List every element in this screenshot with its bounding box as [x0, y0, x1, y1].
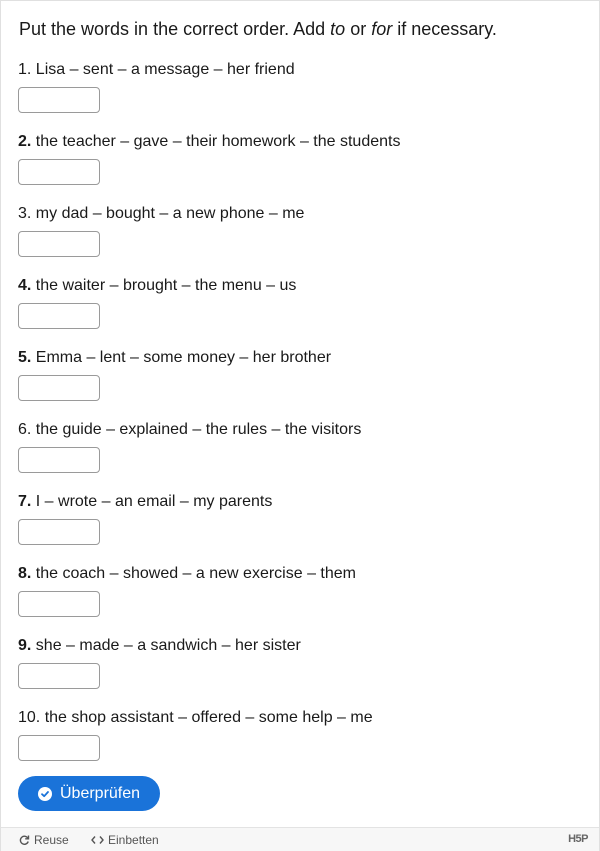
answer-input[interactable]: [18, 303, 100, 329]
question-number: 1.: [18, 61, 32, 78]
question-item: [18, 348, 331, 401]
question-item: [18, 708, 373, 761]
question-words: the waiter – brought – the menu – us: [31, 277, 297, 294]
answer-input[interactable]: [18, 519, 100, 545]
question-text: [18, 132, 400, 152]
question-number: 10.: [18, 709, 41, 726]
question-words: Lisa – sent – a message – her friend: [31, 61, 295, 78]
question-words: the shop assistant – offered – some help – me: [40, 709, 373, 726]
question-words: I – wrote – an email – my parents: [31, 493, 273, 510]
instructions-text-2: or: [345, 19, 372, 39]
question-words: the teacher – gave – their homework – the students: [31, 133, 401, 150]
task-instructions: [19, 17, 497, 41]
question-text: [18, 492, 272, 512]
question-item: [18, 204, 304, 257]
question-number: 5.: [18, 349, 32, 366]
question-text: [18, 636, 301, 656]
question-words: she – made – a sandwich – her sister: [31, 637, 301, 654]
answer-input[interactable]: [18, 159, 100, 185]
question-text: [18, 60, 295, 80]
reuse-button[interactable]: [18, 833, 69, 847]
question-number: 3.: [18, 205, 32, 222]
question-words: my dad – bought – a new phone – me: [31, 205, 305, 222]
instructions-word-to: to: [330, 19, 346, 39]
question-number: 7.: [18, 493, 32, 510]
question-item: [18, 276, 296, 329]
refresh-icon: [18, 834, 30, 846]
question-text: [18, 420, 361, 440]
code-brackets-icon: [91, 835, 104, 845]
question-text: [18, 276, 296, 296]
question-words: Emma – lent – some money – her brother: [31, 349, 332, 366]
h5p-logo[interactable]: H5P: [568, 833, 588, 845]
check-circle-icon: [38, 787, 52, 801]
question-text: [18, 708, 373, 728]
question-text: [18, 348, 331, 368]
answer-input[interactable]: [18, 447, 100, 473]
question-words: the coach – showed – a new exercise – them: [31, 565, 356, 582]
question-number: 4.: [18, 277, 32, 294]
question-number: 9.: [18, 637, 32, 654]
answer-input[interactable]: [18, 87, 100, 113]
check-button[interactable]: [18, 776, 160, 811]
instructions-text-1: Put the words in the correct order. Add: [19, 19, 331, 39]
instructions-text-3: if necessary.: [392, 19, 497, 39]
answer-input[interactable]: [18, 591, 100, 617]
question-words: the guide – explained – the rules – the visitors: [31, 421, 362, 438]
question-item: [18, 564, 356, 617]
question-text: [18, 564, 356, 584]
question-number: 6.: [18, 421, 32, 438]
answer-input[interactable]: [18, 663, 100, 689]
question-number: 8.: [18, 565, 32, 582]
answer-input[interactable]: [18, 735, 100, 761]
question-text: [18, 204, 304, 224]
reuse-label: Reuse: [34, 833, 69, 847]
question-item: [18, 132, 400, 185]
embed-label: Einbetten: [108, 833, 159, 847]
question-item: [18, 60, 295, 113]
question-item: [18, 636, 301, 689]
question-item: [18, 492, 272, 545]
instructions-word-for: for: [371, 19, 393, 39]
footer-bar: [1, 827, 599, 851]
check-button-label: Überprüfen: [60, 784, 141, 802]
answer-input[interactable]: [18, 375, 100, 401]
embed-button[interactable]: [91, 833, 159, 847]
question-item: [18, 420, 361, 473]
answer-input[interactable]: [18, 231, 100, 257]
question-number: 2.: [18, 133, 32, 150]
